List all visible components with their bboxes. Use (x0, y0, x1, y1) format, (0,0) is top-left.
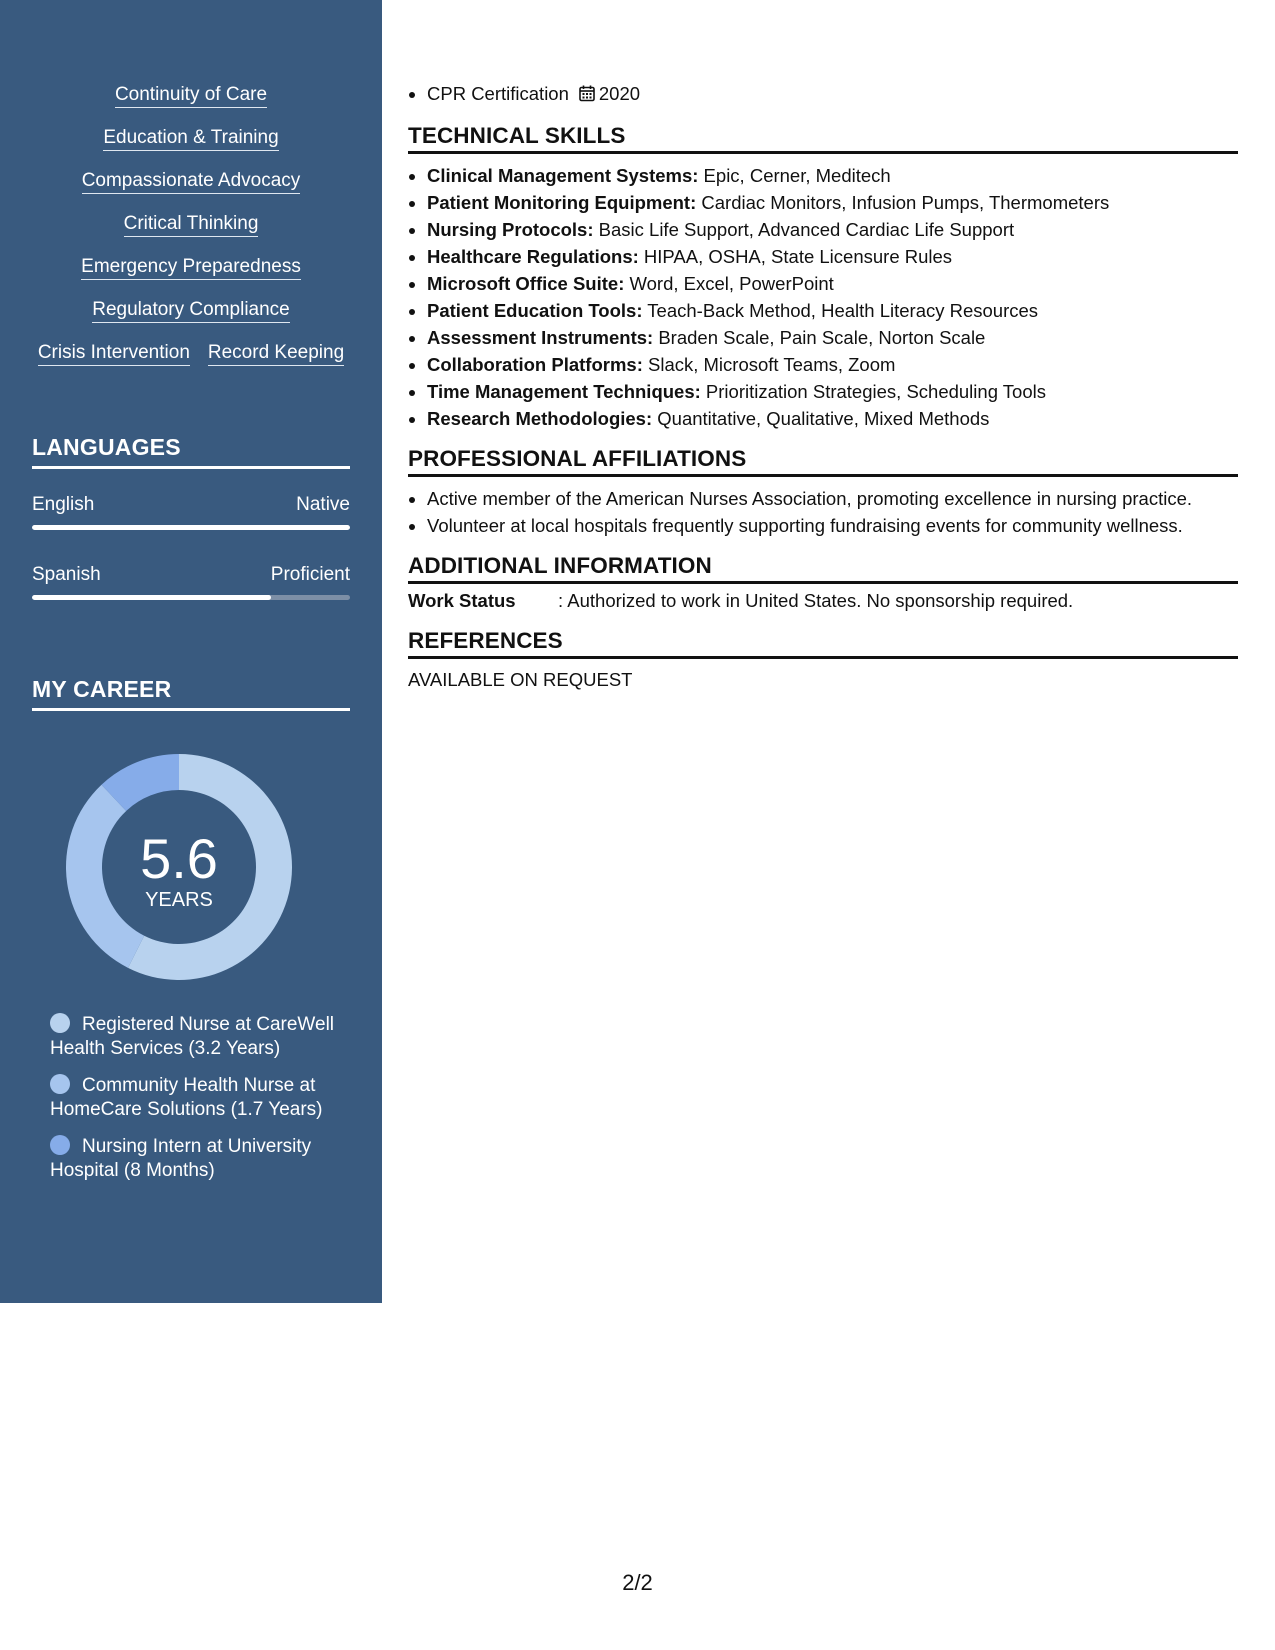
certification-name: CPR Certification (427, 83, 569, 104)
skill-category: Time Management Techniques: (427, 381, 701, 402)
legend-dot-icon (50, 1135, 70, 1155)
skill-values: Braden Scale, Pain Scale, Norton Scale (653, 327, 986, 348)
language-level: Proficient (270, 564, 350, 585)
technical-skill-item (427, 216, 1238, 243)
career-legend-item (50, 1074, 340, 1122)
skill-values: Quantitative, Qualitative, Mixed Methods (652, 408, 990, 429)
sidebar (0, 0, 382, 1303)
work-status-value: : Authorized to work in United States. No sponsorship required. (558, 590, 1074, 611)
affiliation-item: • Active member of the American Nurses Association, promoting excellence in nursing practice. (427, 485, 1238, 512)
skill-category: Clinical Management Systems: (427, 165, 699, 186)
skill-values: Epic, Cerner, Meditech (698, 165, 891, 186)
technical-skills-list (408, 162, 1238, 432)
technical-skill-item (427, 297, 1238, 324)
language-bar-fill (32, 595, 271, 600)
references-text: AVAILABLE ON REQUEST (408, 669, 633, 690)
technical-skills-heading: TECHNICAL SKILLS (408, 123, 1238, 154)
skill-category: Research Methodologies: (427, 408, 653, 429)
donut-center (66, 754, 292, 980)
certifications-list (408, 80, 1238, 109)
skill-category: Collaboration Platforms: (427, 354, 643, 375)
technical-skill-item (427, 270, 1238, 297)
language-bar-fill (32, 525, 350, 530)
page-number: 2/2 (622, 1570, 653, 1595)
languages-heading: LANGUAGES (32, 434, 350, 469)
language-bar (32, 525, 350, 530)
legend-label: Nursing Intern at University Hospital (8 Months) (50, 1136, 312, 1181)
skill-values: Prioritization Strategies, Scheduling Tools (700, 381, 1046, 402)
language-level: Native (296, 494, 350, 515)
affiliations-list (408, 485, 1238, 539)
skill-category: Assessment Instruments: (427, 327, 654, 348)
skill-tag: Continuity of Care (115, 84, 267, 108)
skill-tag: Emergency Preparedness (81, 256, 301, 280)
skill-category: Patient Monitoring Equipment: (427, 192, 697, 213)
language-name: English (32, 494, 95, 515)
career-legend-item (50, 1013, 340, 1061)
skill-category: Patient Education Tools: (427, 300, 643, 321)
career-donut-chart (66, 754, 292, 980)
legend-dot-icon (50, 1013, 70, 1033)
technical-skill-item (427, 162, 1238, 189)
affiliation-item: • Volunteer at local hospitals frequently supporting fundraising events for community wellness. (427, 512, 1238, 539)
skill-values: HIPAA, OSHA, State Licensure Rules (638, 246, 953, 267)
career-legend-item (50, 1135, 340, 1183)
language-english (32, 494, 350, 530)
affiliations-heading: PROFESSIONAL AFFILIATIONS (408, 446, 1238, 477)
certification-year: 2020 (598, 83, 641, 104)
technical-skill-item (427, 405, 1238, 432)
skill-values: Basic Life Support, Advanced Cardiac Life Support (593, 219, 1015, 240)
skill-tag: Record Keeping (208, 342, 344, 366)
legend-label: Registered Nurse at CareWell Health Services (3.2 Years) (50, 1014, 335, 1059)
skill-values: Slack, Microsoft Teams, Zoom (642, 354, 896, 375)
references-heading: REFERENCES (408, 628, 1238, 659)
skill-values: Word, Excel, PowerPoint (624, 273, 834, 294)
skill-tag: Education & Training (103, 127, 278, 151)
calendar-icon (579, 82, 595, 109)
career-total-unit: YEARS (145, 889, 213, 911)
skills-list (32, 84, 350, 366)
legend-label: Community Health Nurse at HomeCare Solutions (1.7 Years) (50, 1075, 323, 1120)
language-spanish (32, 564, 350, 600)
career-total-years: 5.6 (140, 827, 218, 890)
technical-skill-item (427, 324, 1238, 351)
language-bar (32, 595, 350, 600)
technical-skill-item (427, 189, 1238, 216)
main-content (408, 80, 1238, 693)
skill-tag: Critical Thinking (124, 213, 259, 237)
skill-tag: Regulatory Compliance (92, 299, 290, 323)
skill-tag: Crisis Intervention (38, 342, 190, 366)
technical-skill-item (427, 378, 1238, 405)
skill-values: Cardiac Monitors, Infusion Pumps, Thermometers (696, 192, 1110, 213)
technical-skill-item (427, 351, 1238, 378)
language-name: Spanish (32, 564, 101, 585)
certification-item (427, 80, 1238, 109)
career-legend (50, 1013, 340, 1196)
additional-info-heading: ADDITIONAL INFORMATION (408, 553, 1238, 584)
work-status-row (408, 588, 1238, 614)
skill-category: Healthcare Regulations: (427, 246, 639, 267)
skill-category: Nursing Protocols: (427, 219, 594, 240)
legend-dot-icon (50, 1074, 70, 1094)
skill-values: Teach-Back Method, Health Literacy Resources (642, 300, 1039, 321)
skill-tag: Compassionate Advocacy (82, 170, 301, 194)
skill-category: Microsoft Office Suite: (427, 273, 625, 294)
work-status-label: Work Status (408, 590, 516, 611)
technical-skill-item (427, 243, 1238, 270)
career-heading: MY CAREER (32, 676, 350, 711)
